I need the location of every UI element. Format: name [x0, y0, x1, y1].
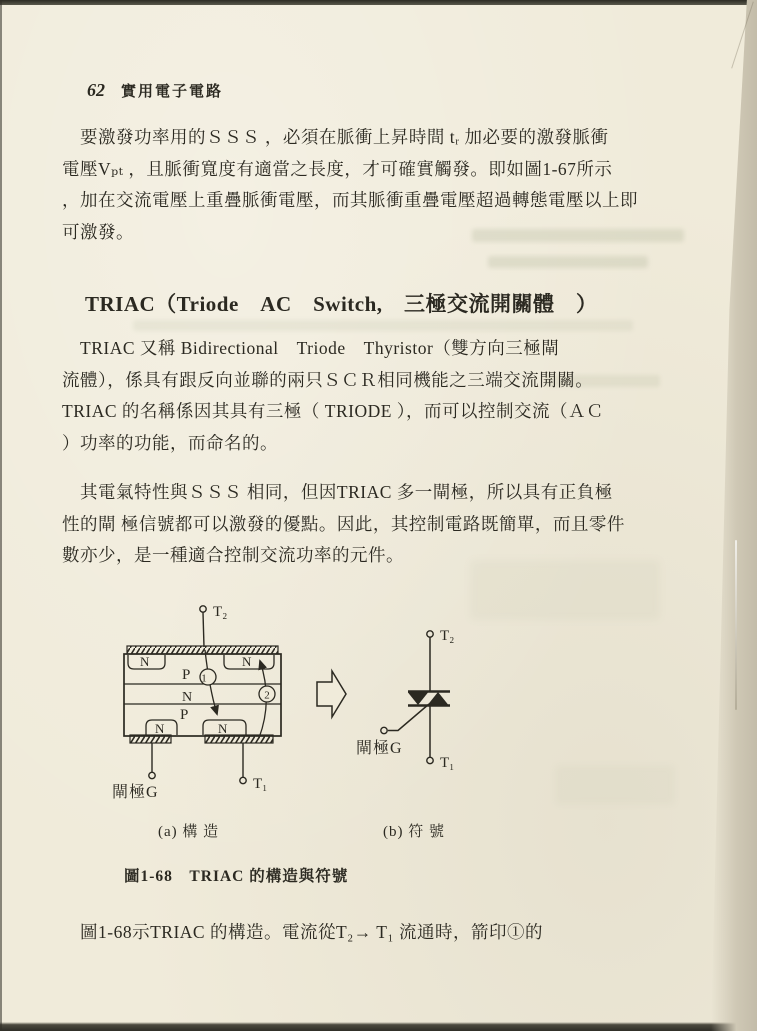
t1-terminal — [427, 757, 433, 763]
book-title: 實用電子電路 — [121, 84, 224, 100]
gate-electrode — [130, 735, 171, 743]
paragraph-triac-characteristics: 其電氣特性與ＳＳＳ 相同，但因TRIAC 多一閘極，所以具有正負極 性的閘 極信號都可以激發的優點。因此，其控制電路既簡單，而且零件 數亦少，是一種適合控制交流功率的元件。 — [62, 482, 625, 565]
circled-1-number: 1 — [201, 672, 207, 685]
bleed-through — [133, 320, 633, 331]
t2-terminal — [427, 631, 433, 637]
n-label: N — [140, 654, 150, 669]
n-label: N — [182, 690, 193, 705]
paper-crease — [735, 540, 737, 710]
transition-arrow-icon — [317, 671, 346, 717]
gate-label: 閘極G — [356, 740, 403, 757]
n-label: N — [242, 654, 252, 669]
scan-edge-bottom — [0, 1022, 757, 1031]
t2-label: T₂ — [440, 628, 455, 644]
t2-label: T₂ — [213, 604, 228, 620]
paragraph-sss-trigger: 要激發功率用的ＳＳＳ ，必須在脈衝上昇時間 tᵣ 加必要的激發脈衝 電壓Vₚₜ ，且脈衝寬度有適當之長度，才可確實觸發。即如圖1-67所示 ，加在交流電壓上重疊脈衝電壓，而其脈衝重疊電壓超過轉態電壓以上即 可激發。 — [62, 127, 638, 242]
subcaption-structure: (a) 構 造 — [158, 824, 220, 840]
t1-label: T₁ — [440, 755, 455, 771]
subcaption-symbol: (b) 符 號 — [383, 824, 445, 840]
t2-terminal — [200, 606, 206, 612]
gate-terminal — [149, 772, 155, 778]
gate-terminal — [381, 727, 387, 733]
t1-electrode — [205, 735, 273, 743]
page-edge-shadow — [711, 0, 757, 1031]
circled-2-number: 2 — [264, 689, 270, 702]
paragraph-triac-definition: TRIAC 又稱 Bidirectional Triode Thyristor（雙方向三極閘 流體），係具有跟反向並聯的兩只ＳＣＲ相同機能之三端交流開關。 TRIAC 的名稱係因其具有三極（ TRIODE ），而可以控制交流（ＡＣ ）功率的功能，而命名的。 — [62, 338, 605, 453]
page-number: 62 — [87, 80, 105, 100]
bleed-through — [488, 256, 648, 268]
p-label: P — [180, 707, 189, 723]
figure-1-68 — [88, 593, 560, 818]
symbol-triangle-down — [408, 693, 428, 706]
symbol-triangle-up — [428, 692, 448, 705]
scan-edge-left — [0, 0, 2, 1031]
n-label: N — [218, 721, 228, 736]
t1-label: T₁ — [253, 776, 268, 792]
scan-edge-top — [0, 0, 757, 5]
gate-label: 閘極G — [112, 784, 159, 801]
paragraph-figure-reference: 圖1-68示TRIAC 的構造。電流從T₂→ T₁ 流通時，箭印①的 — [62, 922, 543, 942]
running-head — [87, 80, 223, 101]
section-heading-triac: TRIAC（Triode AC Switch, 三極交流開關體 ） — [85, 292, 598, 316]
figure-caption: 圖1-68 TRIAC 的構造與符號 — [124, 868, 349, 885]
bleed-through — [555, 765, 675, 805]
triac-structure-diagram — [124, 606, 281, 784]
n-label: N — [155, 721, 165, 736]
t2-lead — [203, 613, 204, 648]
p-label: P — [182, 667, 191, 683]
t1-terminal — [240, 777, 246, 783]
top-electrode — [127, 646, 278, 654]
gate-lead — [388, 704, 429, 731]
